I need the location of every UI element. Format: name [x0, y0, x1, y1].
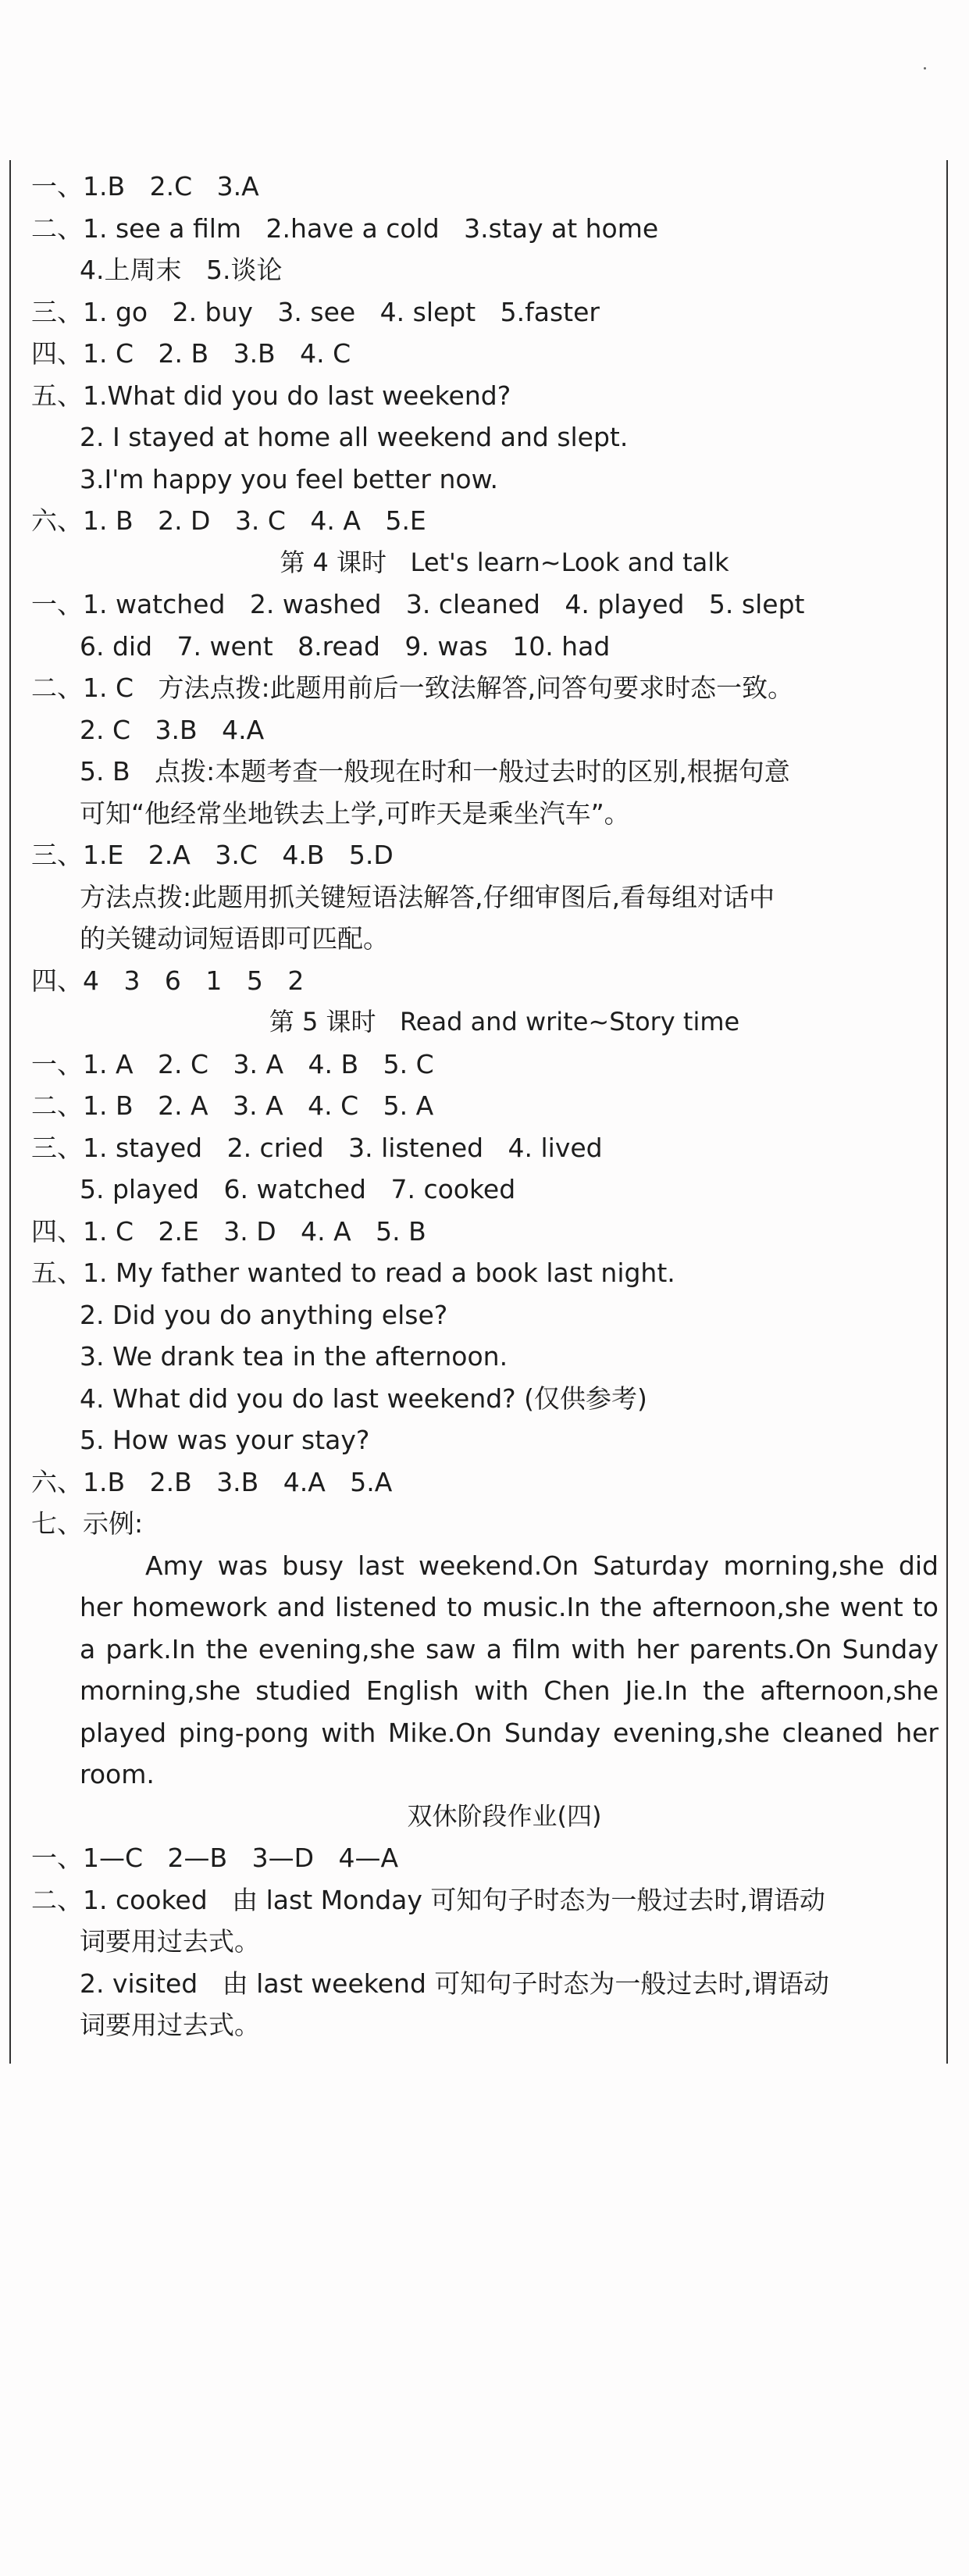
answer-line: 七、示例: — [31, 1508, 144, 1539]
answer-line: 六、1.B 2.B 3.B 4.A 5.A — [31, 1466, 393, 1497]
answer-line: 四、1. C 2.E 3. D 4. A 5. B — [31, 1215, 426, 1247]
answer-line: 三、1.E 2.A 3.C 4.B 5.D — [31, 840, 394, 870]
section-heading-lesson-4: 第 4 课时 Let's learn~Look and talk — [280, 547, 729, 577]
answer-line: 5. B 点拨:本题考查一般现在时和一般过去时的区别,根据句意 — [80, 756, 790, 787]
section-heading-weekend-homework-4: 双休阶段作业(四) — [407, 1800, 602, 1831]
answer-line: 五、1.What did you do last weekend? — [31, 380, 511, 411]
answer-line: 的关键动词短语即可匹配。 — [80, 923, 389, 954]
answer-line: 4. What did you do last weekend? (仅供参考) — [80, 1383, 647, 1414]
right-margin-rule — [946, 160, 948, 2064]
answer-line: 二、1. cooked 由 last Monday 可知句子时态为一般过去时,谓语动 — [31, 1884, 825, 1915]
answer-line: 6. did 7. went 8.read 9. was 10. had — [80, 630, 611, 662]
answer-line: 六、1. B 2. D 3. C 4. A 5.E — [31, 505, 426, 536]
answer-line: 四、4 3 6 1 5 2 — [31, 965, 305, 996]
answer-line: 三、1. go 2. buy 3. see 4. slept 5.faster — [31, 296, 600, 327]
section-heading-lesson-5: 第 5 课时 Read and write~Story time — [269, 1007, 740, 1036]
answer-line: 3. We drank tea in the afternoon. — [80, 1341, 508, 1372]
answer-line: 词要用过去式。 — [80, 1926, 260, 1957]
answer-line: 二、1. C 方法点拨:此题用前后一致法解答,问答句要求时态一致。 — [31, 673, 794, 703]
answer-line: 2. Did you do anything else? — [80, 1299, 448, 1330]
answer-line: 一、1.B 2.C 3.A — [31, 171, 259, 202]
answer-line: 二、1. see a film 2.have a cold 3.stay at home — [31, 212, 659, 244]
answer-line: 可知“他经常坐地铁去上学,可昨天是乘坐汽车”。 — [80, 797, 630, 829]
scan-speck — [924, 67, 926, 70]
sample-essay-paragraph: Amy was busy last weekend.On Saturday morning,she did her homework and listened to music.In the afternoon,she went to a park.In the evening,she saw a film with her parents.On Sunday morning,she studied English with Chen Jie.In the afternoon,she played ping-pong with Mike.On Sunday evening,she cleaned her room. — [80, 1550, 939, 1789]
answer-line: 方法点拨:此题用抓关键短语法解答,仔细审图后,看每组对话中 — [80, 881, 775, 912]
left-margin-rule — [9, 160, 11, 2064]
answer-line: 五、1. My father wanted to read a book last night. — [31, 1258, 675, 1288]
answer-line: 5. played 6. watched 7. cooked — [80, 1174, 516, 1204]
answer-line: 2. visited 由 last weekend 可知句子时态为一般过去时,谓语动 — [80, 1968, 829, 1999]
answer-line: 2. I stayed at home all weekend and slept. — [80, 422, 629, 452]
answer-line: 四、1. C 2. B 3.B 4. C — [31, 338, 351, 369]
answer-line: 3.I'm happy you feel better now. — [80, 463, 499, 494]
answer-line: 一、1. A 2. C 3. A 4. B 5. C — [31, 1048, 434, 1079]
answer-line: 2. C 3.B 4.A — [80, 714, 265, 745]
answer-content — [31, 166, 939, 2046]
answer-line: 三、1. stayed 2. cried 3. listened 4. lived — [31, 1132, 603, 1163]
answer-line: 5. How was your stay? — [80, 1425, 370, 1455]
answer-line: 词要用过去式。 — [80, 2010, 260, 2040]
answer-line: 一、1—C 2—B 3—D 4—A — [31, 1843, 399, 1873]
answer-line: 二、1. B 2. A 3. A 4. C 5. A — [31, 1090, 434, 1121]
answer-line: 一、1. watched 2. washed 3. cleaned 4. played 5. slept — [31, 589, 805, 619]
answer-line: 4.上周末 5.谈论 — [80, 255, 283, 285]
